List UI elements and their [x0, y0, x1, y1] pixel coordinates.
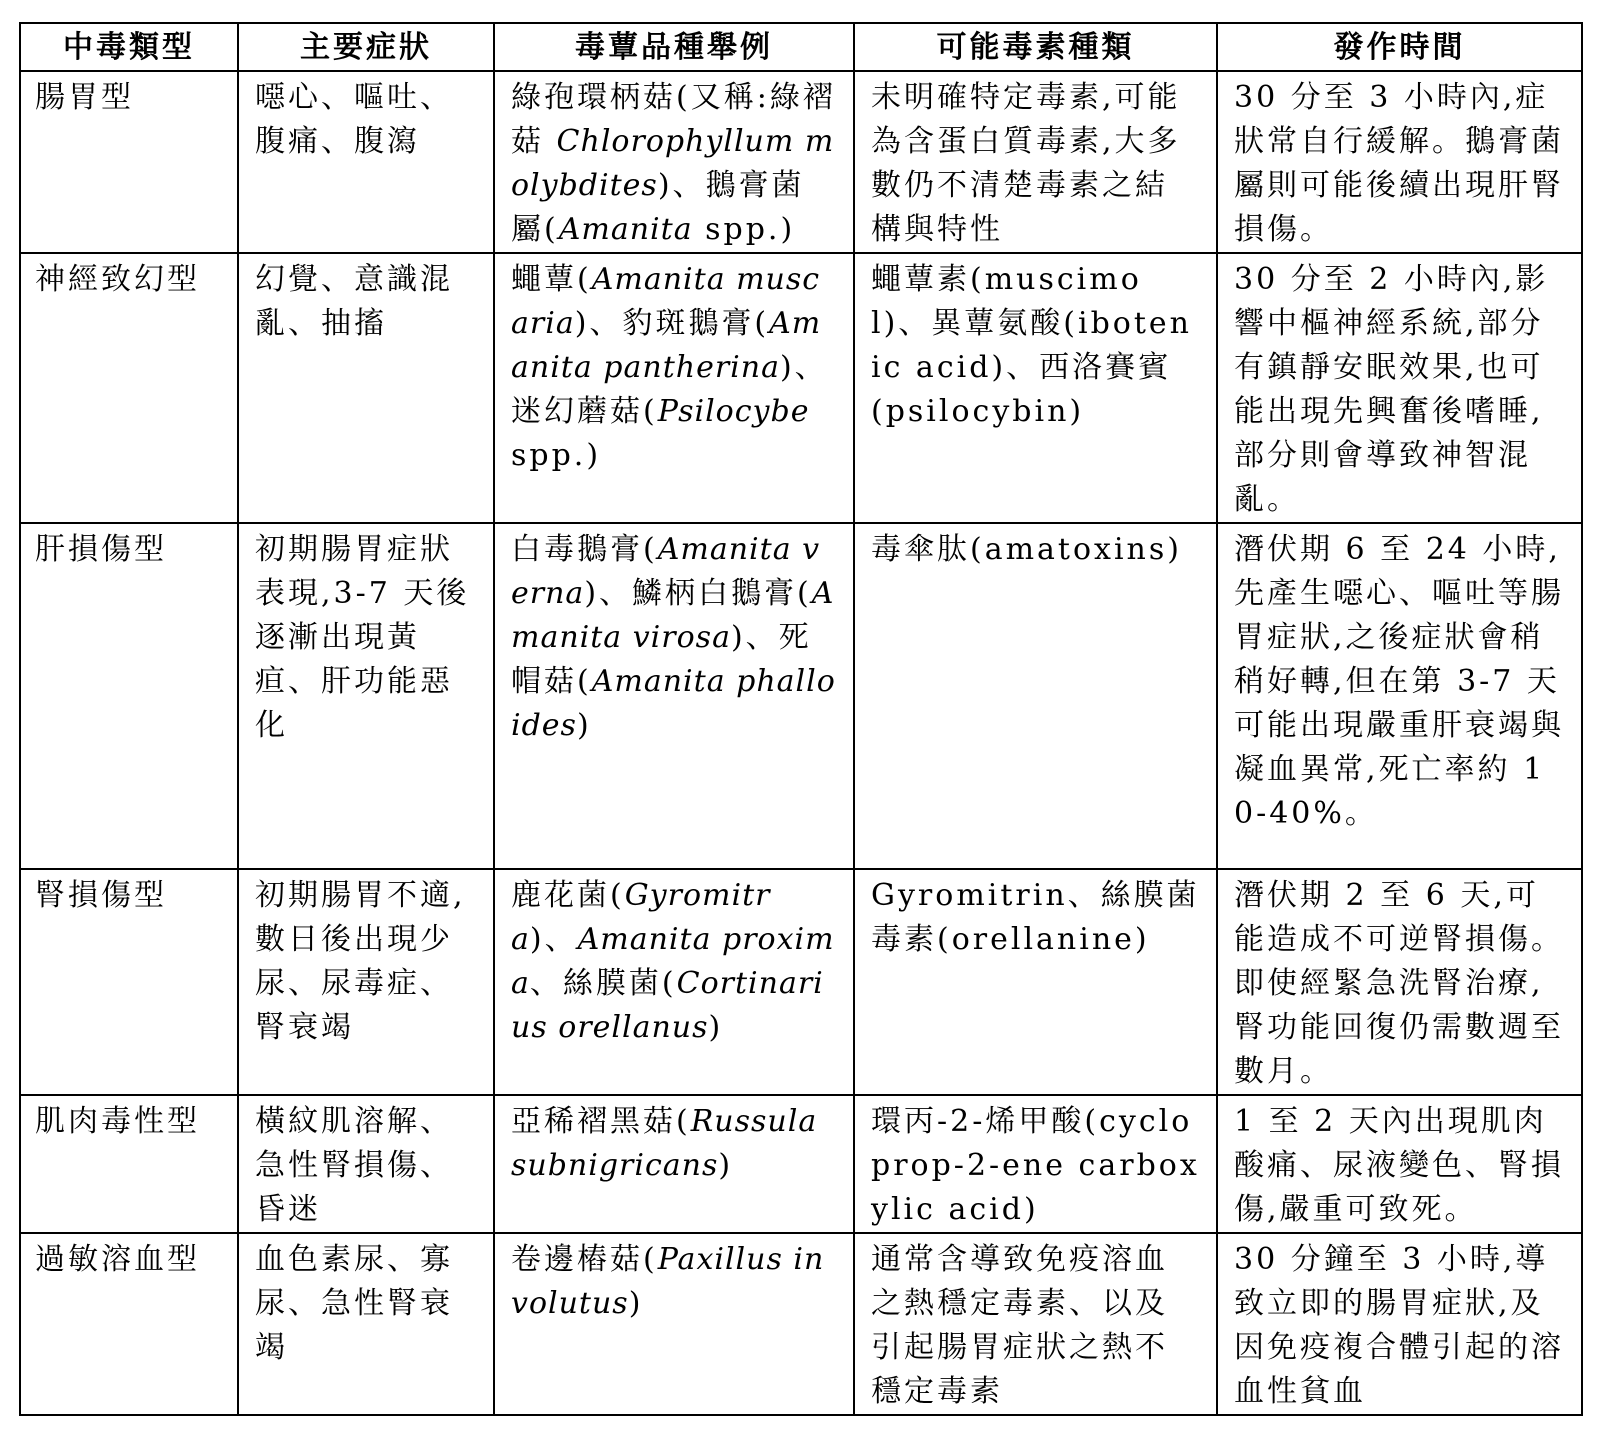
- cell-symptoms: 初期腸胃不適,數日後出現少尿、尿毒症、腎衰竭: [238, 869, 494, 1095]
- scientific-name: Amanita virosa: [511, 576, 835, 655]
- cell-symptoms: 血色素尿、寡尿、急性腎衰竭: [238, 1233, 494, 1415]
- example-text: spp.): [511, 438, 602, 473]
- cell-symptoms: 幻覺、意識混亂、抽搐: [238, 253, 494, 523]
- cell-onset: 30 分鐘至 3 小時,導致立即的腸胃症狀,及因免疫複合體引起的溶血性貧血: [1217, 1233, 1582, 1415]
- cell-onset: 潛伏期 6 至 24 小時,先產生噁心、嘔吐等腸胃症狀,之後症狀會稍稍好轉,但在第 3-7 天可能出現嚴重肝衰竭與凝血異常,死亡率約 10-40%。: [1217, 523, 1582, 869]
- cell-onset: 30 分至 2 小時內,影響中樞神經系統,部分有鎮靜安眠效果,也可能出現先興奮後嗜睡,部分則會導致神智混亂。: [1217, 253, 1582, 523]
- example-text: 鹿花菌(: [511, 878, 625, 913]
- cell-onset: 1 至 2 天內出現肌肉酸痛、尿液變色、腎損傷,嚴重可致死。: [1217, 1095, 1582, 1233]
- header-main-symptoms: 主要症狀: [238, 23, 494, 71]
- example-text: )、死帽菇(: [511, 620, 812, 699]
- cell-onset: 潛伏期 2 至 6 天,可能造成不可逆腎損傷。即使經緊急洗腎治療,腎功能回復仍需數週至數月。: [1217, 869, 1582, 1095]
- table-row: [20, 253, 1582, 523]
- cell-examples: [494, 71, 854, 253]
- example-text: )、: [529, 922, 578, 957]
- scientific-name: Amanita: [558, 212, 693, 247]
- cell-symptoms: 噁心、嘔吐、腹痛、腹瀉: [238, 71, 494, 253]
- example-text: )、鵝膏菌屬(: [511, 168, 805, 247]
- example-text: 蠅蕈(: [511, 262, 592, 297]
- table-row: [20, 71, 1582, 253]
- cell-examples: [494, 523, 854, 869]
- cell-toxins: Gyromitrin、絲膜菌毒素(orellanine): [854, 869, 1217, 1095]
- header-possible-toxins: 可能毒素種類: [854, 23, 1217, 71]
- table-row: [20, 869, 1582, 1095]
- cell-examples: [494, 1095, 854, 1233]
- mushroom-poisoning-table: [19, 22, 1583, 1416]
- cell-poisoning-type: 腎損傷型: [20, 869, 238, 1095]
- table-row: [20, 1233, 1582, 1415]
- scientific-name: Amanita verna: [511, 532, 821, 611]
- example-text: 亞稀褶黑菇(: [511, 1104, 691, 1139]
- table-row: [20, 1095, 1582, 1233]
- example-text: 卷邊樁菇(: [511, 1242, 658, 1277]
- cell-toxins: 蠅蕈素(muscimol)、異蕈氨酸(ibotenic acid)、西洛賽賓(psilocybin): [854, 253, 1217, 523]
- header-mushroom-examples: 毒蕈品種舉例: [494, 23, 854, 71]
- scientific-name: Psilocybe: [657, 394, 810, 429]
- cell-examples: [494, 253, 854, 523]
- example-text: 綠孢環柄菇(又稱:綠褶菇: [511, 80, 836, 159]
- cell-poisoning-type: 過敏溶血型: [20, 1233, 238, 1415]
- scientific-name: Chlorophyllum molybdites: [511, 124, 835, 203]
- cell-toxins: 毒傘肽(amatoxins): [854, 523, 1217, 869]
- cell-poisoning-type: 神經致幻型: [20, 253, 238, 523]
- scientific-name: Amanita muscaria: [511, 262, 821, 341]
- scientific-name: Amanita pantherina: [511, 306, 822, 385]
- cell-examples: [494, 1233, 854, 1415]
- example-text: )、豹斑鵝膏(: [574, 306, 770, 341]
- example-text: 、絲膜菌(: [529, 966, 677, 1001]
- cell-poisoning-type: 肝損傷型: [20, 523, 238, 869]
- example-text: spp.): [692, 212, 796, 247]
- table-row: [20, 523, 1582, 869]
- example-text: 白毒鵝膏(: [511, 532, 658, 567]
- example-text: )、迷幻蘑菇(: [511, 350, 828, 429]
- example-text: ): [628, 1286, 644, 1321]
- cell-toxins: 環丙-2-烯甲酸(cycloprop-2-ene carboxylic acid): [854, 1095, 1217, 1233]
- scientific-name: Russula subnigricans: [511, 1104, 818, 1183]
- cell-poisoning-type: 腸胃型: [20, 71, 238, 253]
- cell-examples: [494, 869, 854, 1095]
- cell-poisoning-type: 肌肉毒性型: [20, 1095, 238, 1233]
- cell-symptoms: 初期腸胃症狀表現,3-7 天後逐漸出現黃疸、肝功能惡化: [238, 523, 494, 869]
- scientific-name: Cortinarius orellanus: [511, 966, 824, 1045]
- scientific-name: Gyromitra: [511, 878, 771, 957]
- scientific-name: Amanita proxima: [511, 922, 835, 1001]
- scientific-name: Amanita phalloides: [511, 664, 836, 743]
- header-row: [20, 23, 1582, 71]
- scientific-name: Paxillus involutus: [511, 1242, 825, 1321]
- example-text: )、鱗柄白鵝膏(: [584, 576, 812, 611]
- example-text: ): [718, 1148, 734, 1183]
- cell-toxins: 未明確特定毒素,可能為含蛋白質毒素,大多數仍不清楚毒素之結構與特性: [854, 71, 1217, 253]
- example-text: ): [576, 708, 592, 743]
- cell-onset: 30 分至 3 小時內,症狀常自行緩解。鵝膏菌屬則可能後續出現肝腎損傷。: [1217, 71, 1582, 253]
- header-poisoning-type: 中毒類型: [20, 23, 238, 71]
- header-onset-time: 發作時間: [1217, 23, 1582, 71]
- cell-toxins: 通常含導致免疫溶血之熱穩定毒素、以及引起腸胃症狀之熱不穩定毒素: [854, 1233, 1217, 1415]
- example-text: ): [708, 1010, 724, 1045]
- cell-symptoms: 橫紋肌溶解、急性腎損傷、昏迷: [238, 1095, 494, 1233]
